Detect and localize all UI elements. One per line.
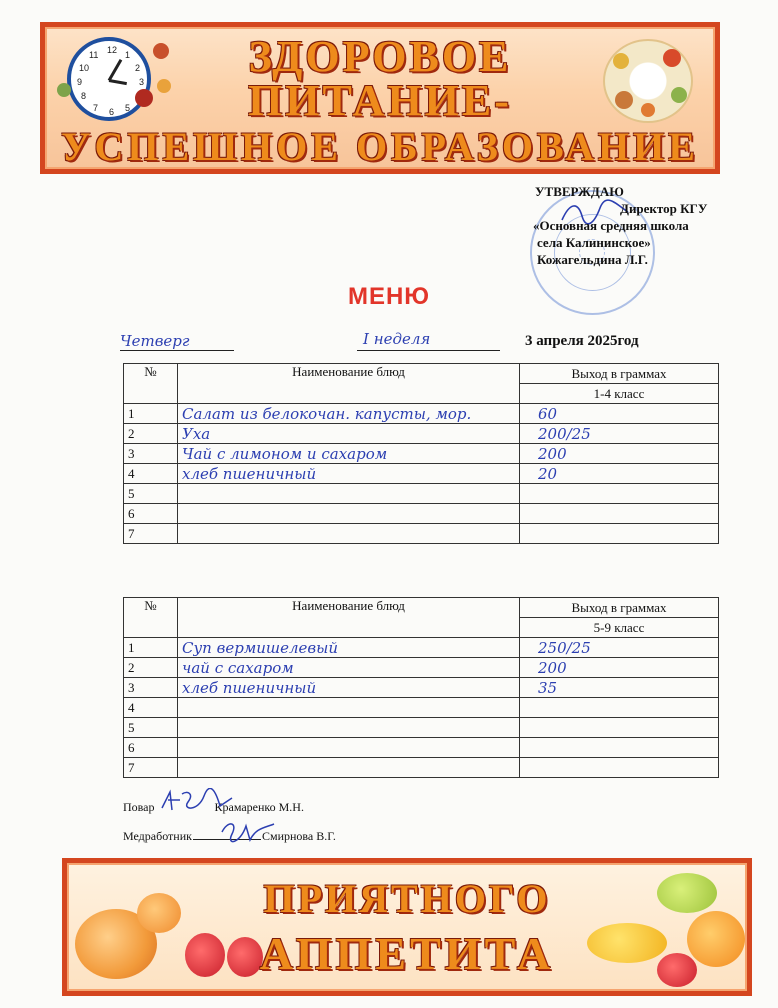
dish-output [520,758,719,778]
medic-signature [218,818,278,846]
dish-name [178,504,520,524]
dish-output: 200/25 [520,424,719,444]
banner-title-line1: ЗДОРОВОЕ [248,32,512,81]
table-row [124,658,719,678]
dish-output: 200 [520,444,719,464]
grade-label: 1-4 класс [520,384,719,404]
cook-label: Повар [123,800,155,814]
dish-output [520,524,719,544]
clock-number: 10 [79,63,90,73]
approval-block [515,183,735,268]
dish-name: чай с сахаром [178,658,520,678]
clock-number: 9 [77,77,83,87]
approval-school: «Основная средняя школа [533,218,689,233]
dish-name: Чай с лимоном и сахаром [178,444,520,464]
banner-bottom-line1: ПРИЯТНОГО [263,876,551,921]
dish-output: 60 [520,404,719,424]
clock-number: 6 [109,107,115,117]
medic-label: Медработник [123,829,192,843]
clock-number: 2 [135,63,141,73]
row-number: 7 [124,758,178,778]
table-row [124,464,719,484]
medic-name: Смирнова В.Г. [261,829,336,843]
dish-name: Уха [178,424,520,444]
table-header-row [124,598,719,618]
dish-name: хлеб пшеничный [178,464,520,484]
dish-name [178,738,520,758]
table-row [124,524,719,544]
row-number: 5 [124,718,178,738]
row-number: 3 [124,444,178,464]
dish-name [178,718,520,738]
column-header-number: № [124,598,178,638]
day-of-week: Четверг [120,332,190,350]
row-number: 3 [124,678,178,698]
dish-output: 250/25 [520,638,719,658]
column-header-output: Выход в граммах [520,598,719,618]
grade-label: 5-9 класс [520,618,719,638]
cook-name: Крамаренко М.Н. [214,800,304,814]
table-row [124,758,719,778]
menu-date: 3 апреля 2025год [525,333,639,349]
table-row [124,404,719,424]
clock-number: 12 [107,45,118,55]
dish-output [520,484,719,504]
menu-table-grade-5-9 [123,597,719,778]
clock-number: 1 [125,50,131,60]
dish-name [178,524,520,544]
row-number: 4 [124,464,178,484]
dish-name: хлеб пшеничный [178,678,520,698]
row-number: 6 [124,738,178,758]
row-number: 5 [124,484,178,504]
table-row [124,484,719,504]
dish-output: 200 [520,658,719,678]
row-number: 2 [124,424,178,444]
dish-name [178,698,520,718]
dish-output [520,738,719,758]
clock-number: 5 [125,103,131,113]
table-row [124,424,719,444]
dish-name [178,758,520,778]
approval-heading: УТВЕРЖДАЮ [535,184,624,199]
table-row [124,678,719,698]
table-row [124,738,719,758]
table-row [124,718,719,738]
row-number: 2 [124,658,178,678]
column-header-dish: Наименование блюд [178,598,520,638]
bottom-banner [62,858,752,996]
row-number: 6 [124,504,178,524]
day-underline [120,350,234,351]
table-row [124,638,719,658]
approval-director-name: Кожагельдина Л.Г. [537,252,648,267]
dish-output: 20 [520,464,719,484]
row-number: 1 [124,638,178,658]
dish-name [178,484,520,504]
week-underline [357,350,500,351]
table-header-row [124,364,719,384]
clock-number: 11 [89,50,99,60]
row-number: 7 [124,524,178,544]
dish-output [520,504,719,524]
clock-number: 8 [81,91,87,101]
dish-output [520,698,719,718]
dish-output [520,718,719,738]
banner-title-line3: УСПЕШНОЕ ОБРАЗОВАНИЕ [61,124,699,169]
row-number: 1 [124,404,178,424]
week-number: I неделя [363,330,431,348]
cook-signature [158,788,236,816]
approval-village: села Калининское» [537,235,651,250]
row-number: 4 [124,698,178,718]
approval-position: Директор КГУ [620,201,708,216]
top-banner [40,22,720,174]
dish-output: 35 [520,678,719,698]
table-row [124,698,719,718]
column-header-dish: Наименование блюд [178,364,520,404]
banner-bottom-line2: АППЕТИТА [259,928,555,979]
clock-number: 7 [93,103,99,113]
menu-table-grade-1-4 [123,363,719,544]
page-title: МЕНЮ [347,283,431,310]
dish-name: Суп вермишелевый [178,638,520,658]
column-header-output: Выход в граммах [520,364,719,384]
column-header-number: № [124,364,178,404]
table-row [124,504,719,524]
banner-title-line2: ПИТАНИЕ- [248,76,512,125]
dish-name: Салат из белокочан. капусты, мор. [178,404,520,424]
table-row [124,444,719,464]
clock-number: 3 [139,77,145,87]
